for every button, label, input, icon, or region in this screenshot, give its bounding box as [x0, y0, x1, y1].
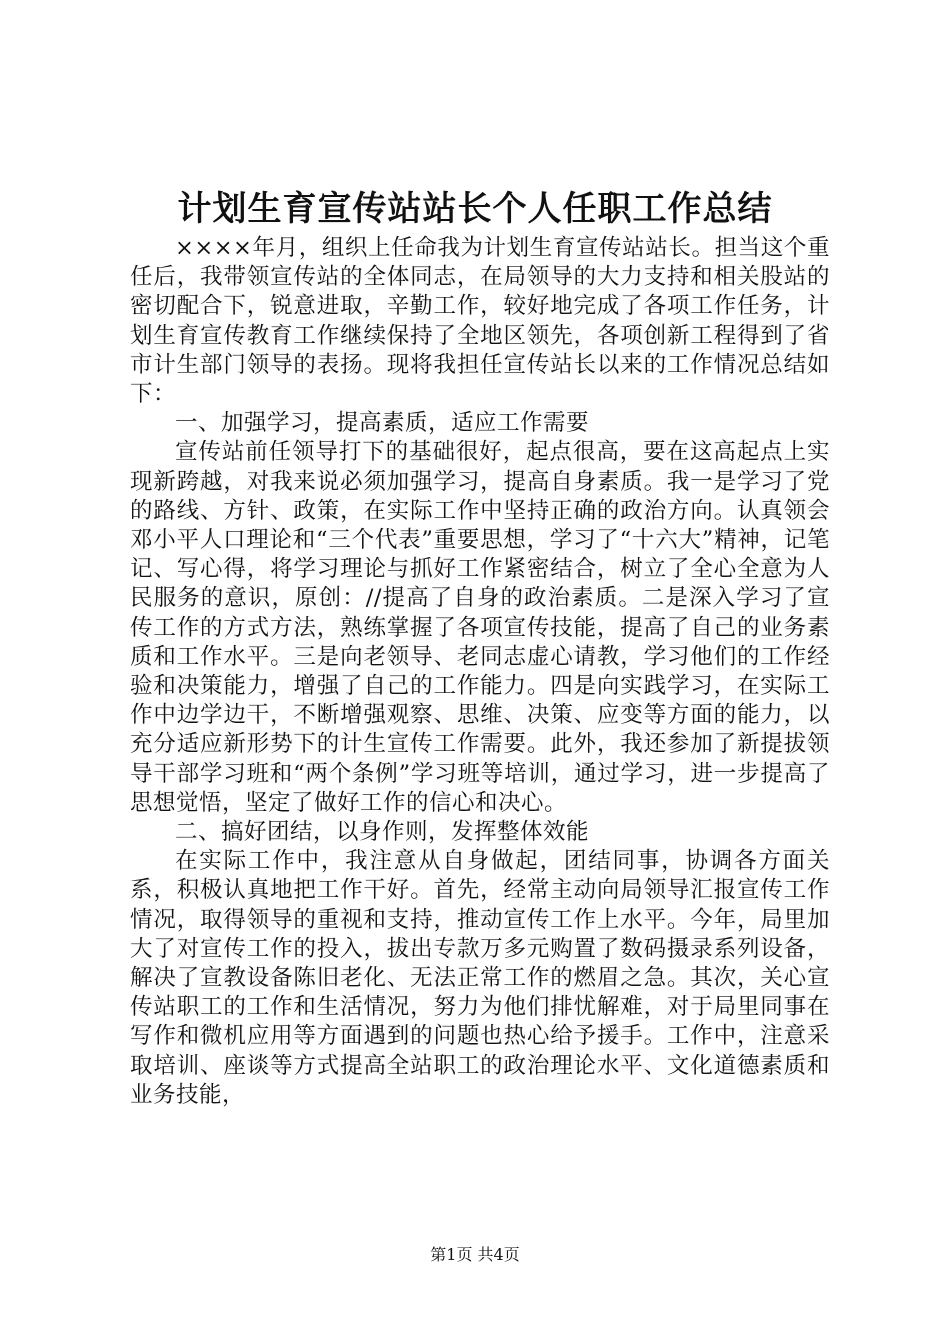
section-heading-1: 一、加强学习，提高素质，适应工作需要	[175, 410, 590, 437]
paragraph-section-1: 宣传站前任领导打下的基础很好，起点很高，要在这高起点上实现新跨越，对我来说必须加强学习，提高自身素质。我一是学习了党的路线、方针、政策，在实际工作中坚持正确的政治方向。认真领会邓小平人口理论和“三个代表”重要思想，学习了“十六大”精神，记笔记、写心得，将学习理论与抓好工作紧密结合，树立了全心全意为人民服务的意识，原创：//提高了自身的政治素质。二是深入学习了宣传工作的方式方法，熟练掌握了各项宣传技能，提高了自己的业务素质和工作水平。三是向老领导、老同志虚心请教，学习他们的工作经验和决策能力，增强了自己的工作能力。四是向实践学习，在实际工作中边学边干，不断增强观察、思维、决策、应变等方面的能力，以充分适应新形势下的计生宣传工作需要。此外，我还参加了新提拔领导干部学习班和“两个条例”学习班等培训，通过学习，进一步提高了思想觉悟，坚定了做好工作的信心和决心。	[130, 439, 830, 816]
paragraph-section-2: 在实际工作中，我注意从自身做起，团结同事，协调各方面关系，积极认真地把工作干好。首先，经常主动向局领导汇报宣传工作情况，取得领导的重视和支持，推动宣传工作上水平。今年，局里加大了对宣传工作的投入，拔出专款万多元购置了数码摄录系列设备，解决了宣教设备陈旧老化、无法正常工作的燃眉之急。其次，关心宣传站职工的工作和生活情况，努力为他们排忧解难，对于局里同事在写作和微机应用等方面遇到的问题也热心给予援手。工作中，注意采取培训、座谈等方式提高全站职工的政治理论水平、文化道德素质和业务技能，	[130, 848, 830, 1108]
document-body	[130, 234, 830, 1110]
document-title: 计划生育宣传站站长个人任职工作总结	[177, 189, 773, 229]
paragraph-intro: ××××年月，组织上任命我为计划生育宣传站站长。担当这个重任后，我带领宣传站的全体同志，在局领导的大力支持和相关股站的密切配合下，锐意进取，辛勤工作，较好地完成了各项工作任务，计划生育宣传教育工作继续保持了全地区领先，各项创新工程得到了省市计生部门领导的表扬。现将我担任宣传站长以来的工作情况总结如下：	[130, 235, 830, 408]
section-heading-2: 二、搞好团结，以身作则，发挥整体效能	[175, 819, 590, 846]
page-footer: 第1页 共4页	[430, 1245, 520, 1264]
